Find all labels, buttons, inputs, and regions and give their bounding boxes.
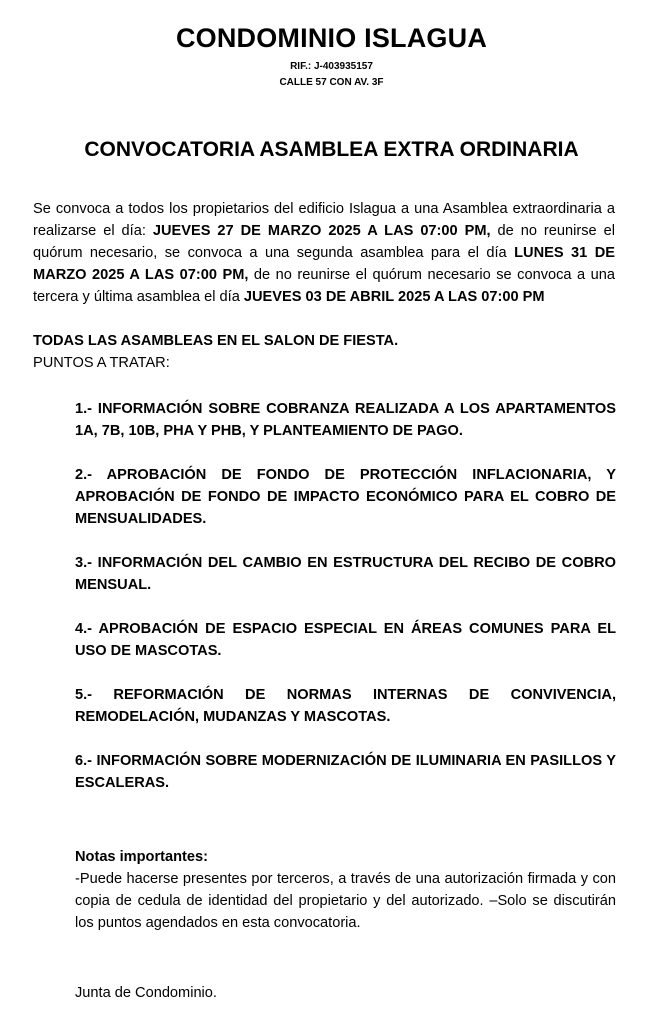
document-title: CONDOMINIO ISLAGUA xyxy=(175,23,488,53)
address-line: CALLE 57 CON AV. 3F xyxy=(279,77,384,88)
notes-title: Notas importantes: xyxy=(75,849,208,865)
first-assembly-date: JUEVES 27 DE MARZO 2025 A LAS 07:00 PM, xyxy=(152,223,491,239)
agenda-item-4: 4.- APROBACIÓN DE ESPACIO ESPECIAL EN ÁREAS COMUNES PARA EL USO DE MASCOTAS. xyxy=(75,621,616,659)
rif-number: RIF.: J-403935157 xyxy=(290,61,373,72)
third-assembly-date: JUEVES 03 DE ABRIL 2025 A LAS 07:00 PM xyxy=(243,289,545,305)
agenda-item-3: 3.- INFORMACIÓN DEL CAMBIO EN ESTRUCTURA DEL RECIBO DE COBRO MENSUAL. xyxy=(75,555,616,593)
important-notes xyxy=(75,846,616,934)
notes-body: -Puede hacerse presentes por terceros, a través de una autorización firmada y con copia de cedula de identidad del propietario y del autorizado. –Solo se discutirán los puntos agendados en esta convocatoria. xyxy=(75,871,616,931)
intro-paragraph xyxy=(33,198,615,308)
assemblies-location: TODAS LAS ASAMBLEAS EN EL SALON DE FIESTA. xyxy=(33,333,399,349)
signature: Junta de Condominio. xyxy=(75,985,217,1001)
intro-text-1: Se convoca a todos los propietarios del edificio Islagua a una Asamblea extraordinaria a realizarse el día: xyxy=(33,201,615,239)
second-assembly-date: LUNES 31 DE MARZO 2025 A LAS 07:00 PM, xyxy=(33,245,616,283)
agenda-item-2: 2.- APROBACIÓN DE FONDO DE PROTECCIÓN INFLACIONARIA, Y APROBACIÓN DE FONDO DE IMPACTO ECONÓMICO PARA EL COBRO DE MENSUALIDADES. xyxy=(75,467,616,527)
points-label: PUNTOS A TRATAR: xyxy=(33,355,170,371)
convocation-heading: CONVOCATORIA ASAMBLEA EXTRA ORDINARIA xyxy=(84,138,579,161)
agenda-list xyxy=(75,398,616,816)
agenda-item-1: 1.- INFORMACIÓN SOBRE COBRANZA REALIZADA A LOS APARTAMENTOS 1A, 7B, 10B, PHA Y PHB, Y PLANTEAMIENTO DE PAGO. xyxy=(75,401,616,439)
intro-text-2: de no reunirse el quórum necesario, se convoca a una segunda asamblea para el día xyxy=(33,223,615,261)
intro-text-3: de no reunirse el quórum necesario se convoca a una tercera y última asamblea el día xyxy=(33,267,615,305)
agenda-item-6: 6.- INFORMACIÓN SOBRE MODERNIZACIÓN DE ILUMINARIA EN PASILLOS Y ESCALERAS. xyxy=(75,753,616,791)
agenda-item-5: 5.- REFORMACIÓN DE NORMAS INTERNAS DE CONVIVENCIA, REMODELACIÓN, MUDANZAS Y MASCOTAS. xyxy=(75,687,616,725)
